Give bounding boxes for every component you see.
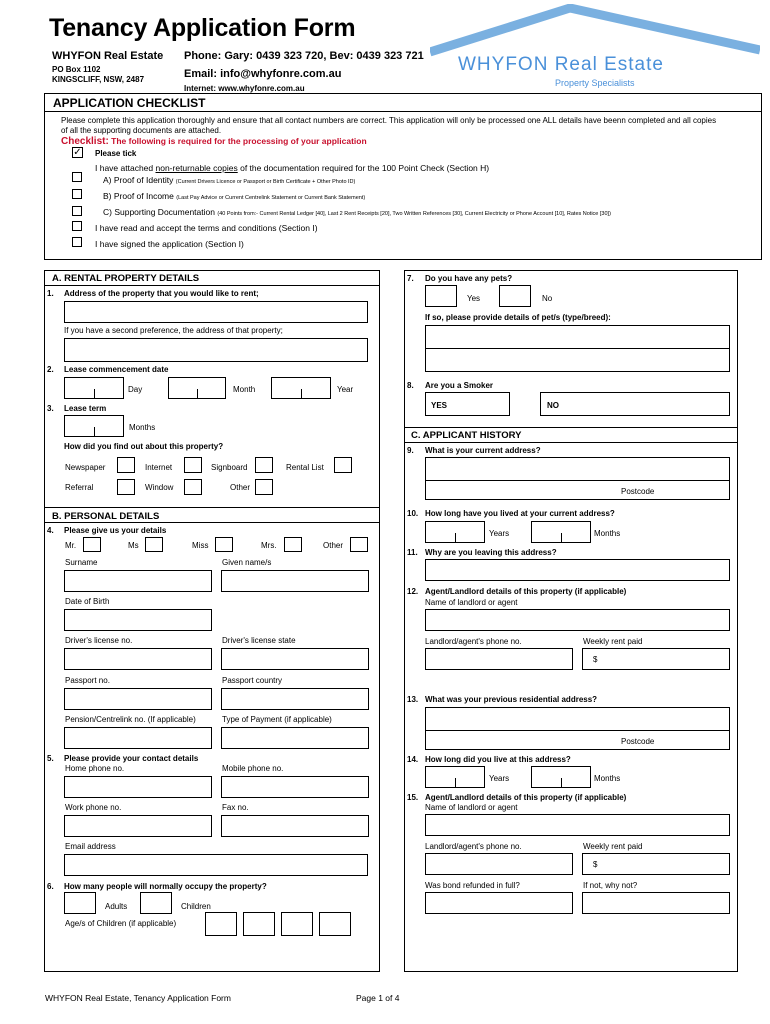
property-address-input[interactable] (64, 301, 368, 323)
proof-income-checkbox[interactable] (72, 189, 82, 199)
q10-label: How long have you lived at your current address? (425, 509, 615, 518)
q13-label: What was your previous residential address? (425, 695, 598, 704)
q4-label: Please give us your details (64, 526, 167, 535)
ms-checkbox[interactable] (145, 537, 163, 552)
q12-label: Agent/Landlord details of this property (if applicable) (425, 587, 627, 596)
rental-list-checkbox[interactable] (334, 457, 352, 473)
q11-label: Why are you leaving this address? (425, 548, 557, 557)
right-column: 7. Do you have any pets? Yes No If so, please provide details of pet/s (type/breed): 8. Are you a Smoker YES NO C. APPLICANT HISTORY 9. What is your current address? Postcode 10. How long have you lived at your current address? Years Months 11. Why are you leaving this address? 12. Agent/Landlord details of this property (if applicable) Name of landlord or agent Landlord/agent's phone no. Weekly rent paid $ 13. What was your previous residential address? Postcode 14. How long did you live at this address? Years Months 15. Agent/Landlord details of this property (if applicable) Name of landlord or agent Landlord/agent's phone no. Weekly rent paid $ Was bond refunded in full? If not, why not? (404, 270, 738, 972)
dob-input[interactable] (64, 609, 212, 631)
work-phone-input[interactable] (64, 815, 212, 837)
please-tick-label: Please tick (95, 149, 137, 158)
previous-address-input[interactable] (425, 707, 730, 731)
q6-label: How many people will normally occupy the property? (64, 882, 267, 891)
mrs-checkbox[interactable] (284, 537, 302, 552)
smoker-yes-box[interactable]: YES (425, 392, 510, 416)
page-number: Page 1 of 4 (356, 993, 400, 1003)
terms-checkbox[interactable] (72, 221, 82, 231)
find-out-label: How did you find out about this property? (64, 442, 224, 451)
smoker-no-box[interactable]: NO (540, 392, 730, 416)
second-property-input[interactable] (64, 338, 368, 362)
pets-yes-checkbox[interactable] (425, 285, 457, 307)
home-phone-input[interactable] (64, 776, 212, 798)
child-age-2-input[interactable] (243, 912, 275, 936)
lease-year-input[interactable] (271, 377, 331, 399)
logo-subtitle: Property Specialists (555, 78, 635, 88)
section-c-title: C. APPLICANT HISTORY (411, 430, 522, 441)
previous-months-input[interactable] (531, 766, 591, 788)
child-age-3-input[interactable] (281, 912, 313, 936)
landlord-name-input[interactable] (425, 609, 730, 631)
current-years-input[interactable] (425, 521, 485, 543)
window-checkbox[interactable] (184, 479, 202, 495)
current-months-input[interactable] (531, 521, 591, 543)
pension-number-input[interactable] (64, 727, 212, 749)
previous-landlord-phone-input[interactable] (425, 853, 573, 875)
signboard-checkbox[interactable] (255, 457, 273, 473)
internet-line: Internet: www.whyfonre.com.au (184, 84, 305, 93)
licence-state-input[interactable] (221, 648, 369, 670)
licence-number-input[interactable] (64, 648, 212, 670)
passport-number-input[interactable] (64, 688, 212, 710)
lease-month-input[interactable] (168, 377, 226, 399)
landlord-phone-input[interactable] (425, 648, 573, 670)
supporting-docs-label: C) Supporting Documentation (40 Points from:- Current Rental Ledger [40], Last 2 Rent Receipts [20], Two Written References [30], Current Electricity or Phone Account [10], Rates Notice [30]) (103, 207, 611, 217)
phone-line: Phone: Gary: 0439 323 720, Bev: 0439 323 721 (184, 50, 424, 62)
why-not-input[interactable] (582, 892, 730, 914)
current-address-input[interactable] (425, 457, 730, 481)
weekly-rent-input[interactable]: $ (582, 648, 730, 670)
children-count-input[interactable] (140, 892, 172, 914)
q15-label: Agent/Landlord details of this property (if applicable) (425, 793, 627, 802)
checklist-note: Checklist: The following is required for the processing of your application (61, 136, 367, 147)
footer-title: WHYFON Real Estate, Tenancy Application Form (45, 993, 231, 1003)
terms-label: I have read and accept the terms and conditions (Section I) (95, 223, 318, 233)
lease-day-input[interactable] (64, 377, 124, 399)
proof-income-label: B) Proof of Income (Last Pay Advice or Current Centrelink Statement or Current Bank Statement) (103, 191, 366, 201)
given-name-input[interactable] (221, 570, 369, 592)
internet-checkbox[interactable] (184, 457, 202, 473)
other-source-checkbox[interactable] (255, 479, 273, 495)
referral-checkbox[interactable] (117, 479, 135, 495)
please-tick-checkbox[interactable]: ✓ (73, 147, 82, 158)
q7-label: Do you have any pets? (425, 274, 513, 283)
suburb: KINGSCLIFF, NSW, 2487 (52, 75, 145, 84)
q5-label: Please provide your contact details (64, 754, 199, 763)
po-box: PO Box 1102 (52, 65, 101, 74)
signed-label: I have signed the application (Section I) (95, 239, 244, 249)
proof-identity-checkbox[interactable] (72, 172, 82, 182)
previous-postcode-input[interactable]: Postcode (425, 730, 730, 750)
checklist-title: APPLICATION CHECKLIST (53, 96, 206, 110)
attached-copies-label: I have attached non-returnable copies of the documentation required for the 100 Point Check (Section H) (95, 163, 490, 173)
previous-weekly-rent-input[interactable]: $ (582, 853, 730, 875)
pets-detail-input-1[interactable] (425, 325, 730, 349)
surname-input[interactable] (64, 570, 212, 592)
mr-checkbox[interactable] (83, 537, 101, 552)
previous-years-input[interactable] (425, 766, 485, 788)
company-address (52, 65, 144, 85)
passport-country-input[interactable] (221, 688, 369, 710)
supporting-docs-checkbox[interactable] (72, 206, 82, 216)
email-input[interactable] (64, 854, 368, 876)
newspaper-checkbox[interactable] (117, 457, 135, 473)
email-line: Email: info@whyfonre.com.au (184, 68, 342, 80)
company-name: WHYFON Real Estate (52, 50, 164, 62)
child-age-4-input[interactable] (319, 912, 351, 936)
application-checklist (44, 93, 762, 260)
proof-identity-label: A) Proof of Identity (Current Drivers Licence or Passport or Birth Certificate + Other Photo ID) (103, 175, 356, 185)
other-title-checkbox[interactable] (350, 537, 368, 552)
mobile-phone-input[interactable] (221, 776, 369, 798)
section-b-title: B. PERSONAL DETAILS (52, 511, 160, 522)
q2-label: Lease commencement date (64, 365, 169, 374)
bond-refunded-input[interactable] (425, 892, 573, 914)
section-a-title: A. RENTAL PROPERTY DETAILS (52, 273, 200, 284)
page-title: Tenancy Application Form (49, 14, 356, 42)
child-age-1-input[interactable] (205, 912, 237, 936)
miss-checkbox[interactable] (215, 537, 233, 552)
pets-no-checkbox[interactable] (499, 285, 531, 307)
q8-label: Are you a Smoker (425, 381, 494, 390)
fax-input[interactable] (221, 815, 369, 837)
previous-landlord-name-input[interactable] (425, 814, 730, 836)
logo-text: WHYFON Real Estate (458, 54, 664, 75)
pets-detail-label: If so, please provide details of pet/s (type/breed): (425, 313, 611, 322)
leaving-reason-input[interactable] (425, 559, 730, 581)
lease-term-input[interactable] (64, 415, 124, 437)
q9-label: What is your current address? (425, 446, 541, 455)
q14-label: How long did you live at this address? (425, 755, 571, 764)
pets-detail-input-2[interactable] (425, 348, 730, 372)
q1-second-label: If you have a second preference, the address of that property; (64, 326, 283, 335)
left-column: A. RENTAL PROPERTY DETAILS 1. Address of the property that you would like to rent; If you have a second preference, the address of that property; 2. Lease commencement date Day Month Year 3. Lease term Months How did you find out about this property? Newspaper Internet Signboard Rental List Referral Window Other B. PERSONAL DETAILS 4. Please give us your details Mr. Ms Miss Mrs. Other Surname Given name/s Date of Birth Driver's license no. Driver's license state Passport no. Passport country Pension/Centrelink no. (If applicable) Type of Payment (if applicable) 5. Please provide your contact details Home phone no. Mobile phone no. Work phone no. Fax no. Email address 6. How many people will normally occupy the property? Adults Children Age/s of Children (if applicable) (44, 270, 380, 972)
payment-type-input[interactable] (221, 727, 369, 749)
signed-checkbox[interactable] (72, 237, 82, 247)
current-postcode-input[interactable]: Postcode (425, 480, 730, 500)
checklist-intro: Please complete this application thoroughly and ensure that all contact numbers are correct. This application will only be processed one ALL details have beenn completed and all copies of all the supporting documents are attached. (61, 116, 717, 135)
q3-label: Lease term (64, 404, 107, 413)
q1-label: Address of the property that you would like to rent; (64, 289, 259, 298)
company-logo (430, 4, 760, 96)
adults-count-input[interactable] (64, 892, 96, 914)
